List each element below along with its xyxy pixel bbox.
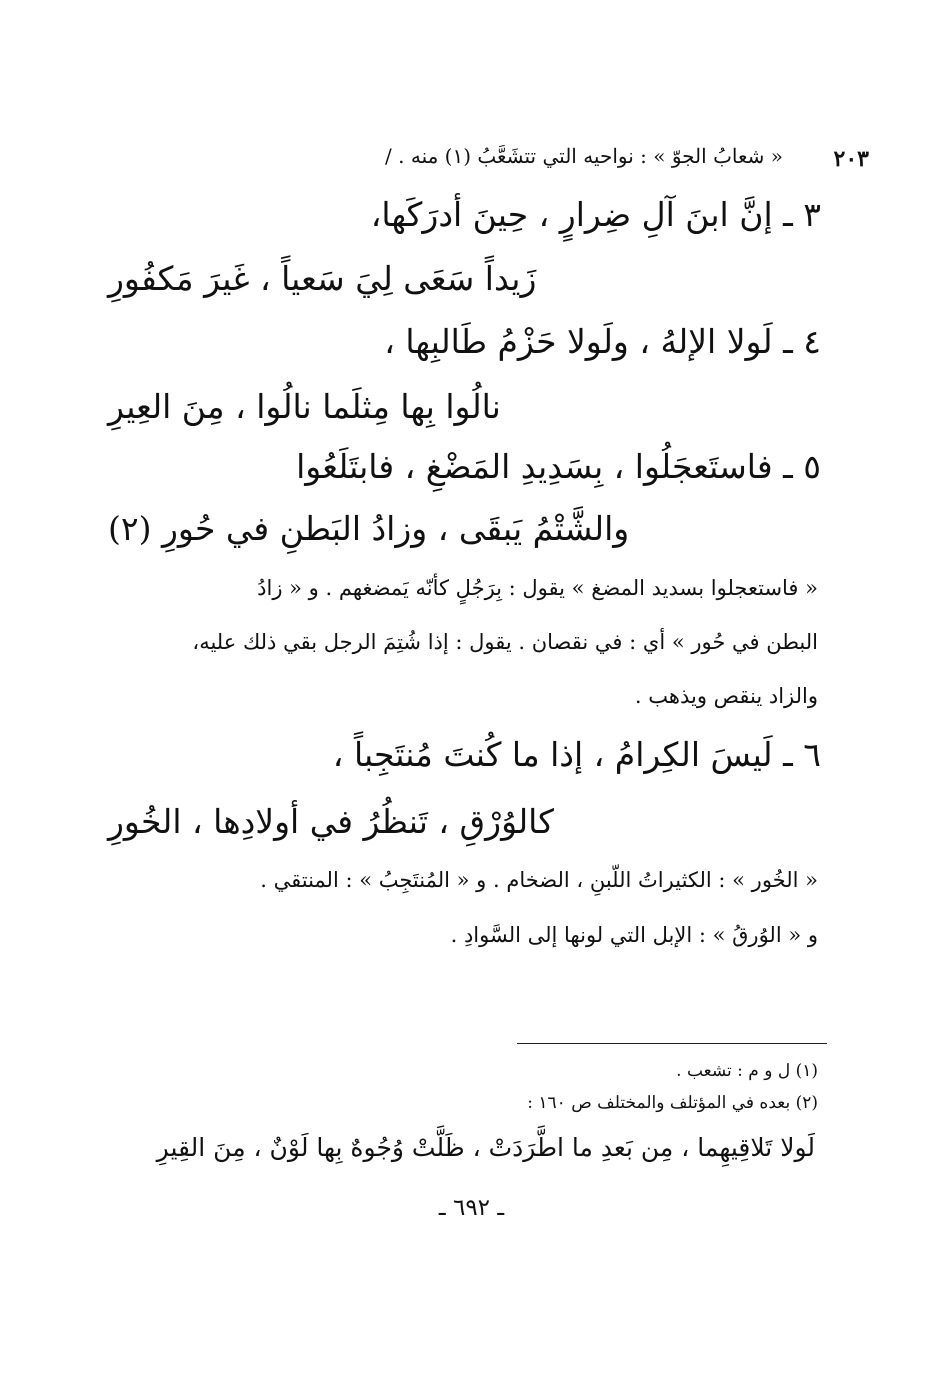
verse-3-first-hemistich: ٣ ـ إنَّ ابنَ آلِ ضِرارٍ ، حِينَ أدرَكَها، [370,195,821,234]
footnote-2-verse: لَولا تَلاقِيهِما ، مِن بَعدِ ما اطَّرَدَتْ ، ظَلَّتْ وُجُوهٌ بِها لَوْنٌ ، مِنَ القِيرِ [156,1133,815,1162]
verse-5-second-hemistich: والشَّتْمُ يَبقَى ، وزادُ البَطنِ في حُورِ (٢) [108,509,630,548]
footnote-2: (٢) بعده في المؤتلف والمختلف ص ١٦٠ : [527,1093,818,1113]
verse-3-second-hemistich: زَيداً سَعَى لِيَ سَعياً ، غَيرَ مَكفُورِ [108,259,537,298]
note-6-line-2: و « الوُرقُ » : الإبل التي لونها إلى السَّوادِ . [450,923,818,947]
verse-4-first-hemistich: ٤ ـ لَولا الإلهُ ، ولَولا حَزْمُ طَالبِها ، [384,322,821,361]
page-number: ٢٠٣ [833,146,869,172]
footnote-separator [517,1043,827,1044]
header-note: « شعابُ الجوّ » : نواحيه التي تتشَعَّبُ (١) منه . / [385,144,783,168]
footnote-1: (١) ل و م : تشعب . [676,1061,818,1081]
verse-4-second-hemistich: نالُوا بِها مِثلَما نالُوا ، مِنَ العِيرِ [108,387,501,426]
verse-6-first-hemistich: ٦ ـ لَيسَ الكِرامُ ، إذا ما كُنتَ مُنتَجِباً ، [332,735,821,774]
note-6-line-1: « الخُور » : الكثيراتُ اللّبنِ ، الضخام . و « المُنتَجِبُ » : المنتقي . [260,868,818,892]
note-5-line-1: « فاستعجلوا بسديد المضغ » يقول : بِرَجُلٍ كأنّه يَمضغهم . و « زادُ [257,576,818,600]
verse-5-first-hemistich: ٥ ـ فاستَعجَلُوا ، بِسَدِيدِ المَضْغِ ، فابتَلَعُوا [296,447,821,486]
verse-6-second-hemistich: كالوُرْقِ ، تَنظُرُ في أولادِها ، الخُورِ [108,802,554,841]
note-5-line-3: والزاد ينقص ويذهب . [634,684,818,708]
folio-number: ـ ٦٩٢ ـ [438,1195,505,1221]
note-5-line-2: البطن في حُور » أي : في نقصان . يقول : إذا شُتِمَ الرجل بقي ذلك عليه، [192,630,818,654]
